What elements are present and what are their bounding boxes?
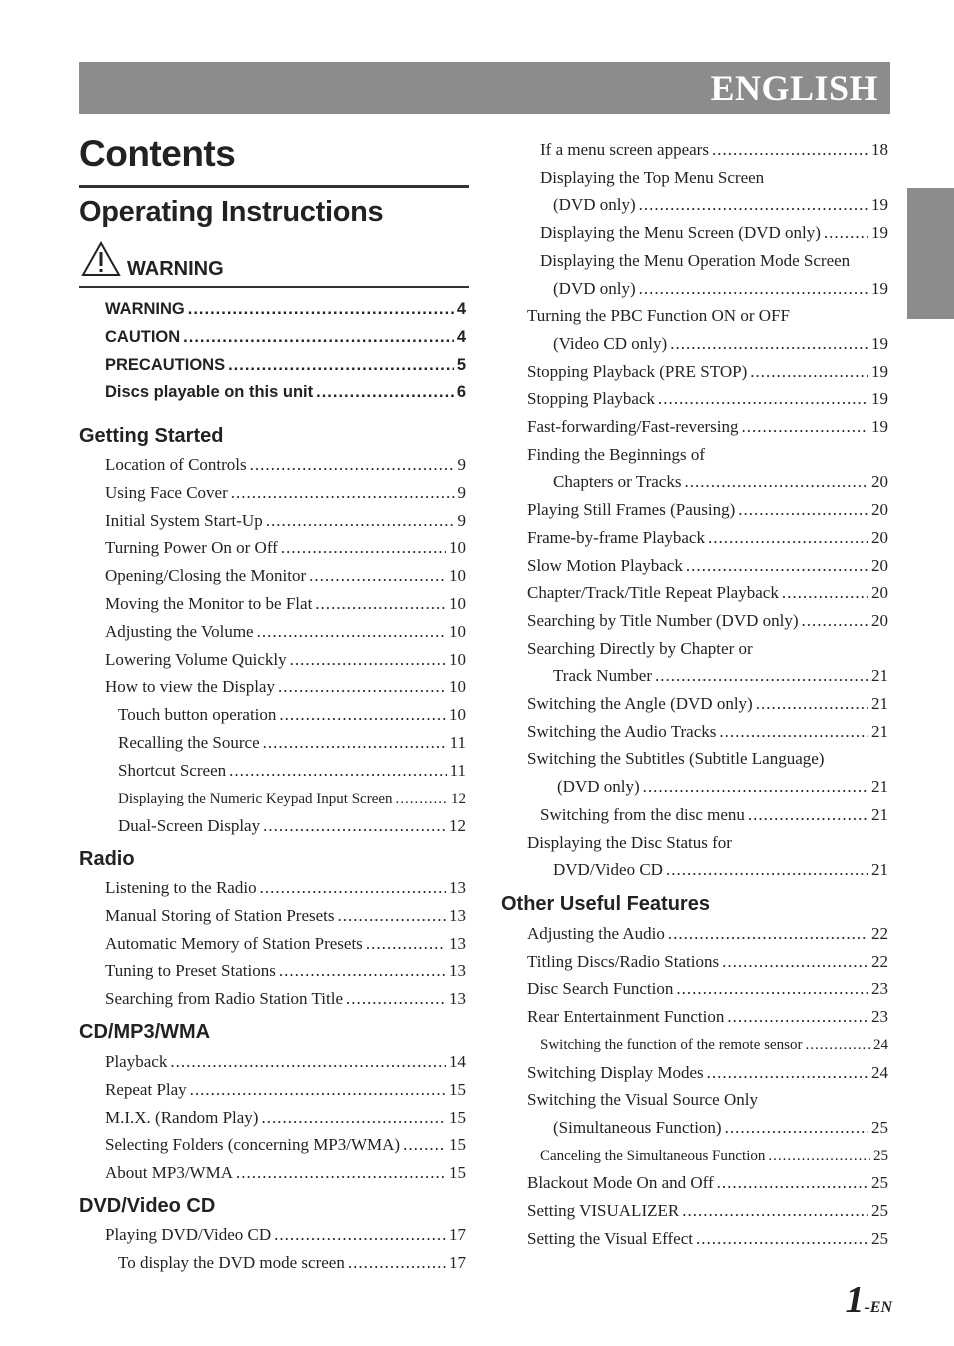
toc-entry[interactable] [527,1006,888,1028]
dot-leader [722,951,868,973]
toc-entry-label: Touch button operation [118,705,277,725]
toc-page-number: 22 [871,951,888,971]
toc-entry[interactable] [105,960,466,982]
dot-leader [228,354,454,376]
toc-entry-label: (DVD only) [553,278,636,298]
dot-leader [279,960,446,982]
dot-leader [290,649,446,671]
dot-leader [403,1134,446,1156]
toc-page-number: 24 [873,1036,888,1053]
toc-entry-label: Searching Directly by Chapter or [527,638,753,658]
page-number-value: 1 [845,1279,865,1321]
toc-entry-label: Frame-by-frame Playback [527,527,705,547]
toc-entry[interactable] [105,988,466,1010]
toc-page-number: 15 [449,1163,466,1183]
dot-leader [670,333,868,355]
dot-leader [742,416,868,438]
toc-entry-label: To display the DVD mode screen [118,1253,345,1272]
toc-page-number: 25 [871,1173,888,1193]
toc-entry[interactable] [105,354,466,376]
toc-entry-label: Turning Power On or Off [105,538,278,558]
toc-entry-label: (DVD only) [557,777,640,797]
toc-page-number: 11 [449,733,466,752]
toc-entry-label: Playing DVD/Video CD [105,1225,272,1244]
toc-entry-label: Displaying the Menu Operation Mode Screen [540,250,851,270]
toc-entry[interactable] [105,877,466,899]
toc-entry-label: Titling Discs/Radio Stations [527,951,720,971]
toc-entry[interactable] [527,388,888,410]
dot-leader [170,1051,446,1073]
toc-entry[interactable] [527,416,888,438]
toc-entry[interactable] [118,760,466,782]
toc-entry[interactable] [105,510,466,532]
toc-page-number: 10 [449,649,466,669]
toc-entry-label: Switching Display Modes [527,1062,704,1082]
dot-leader [802,610,868,632]
language-label: ENGLISH [710,68,878,108]
toc-entry[interactable] [105,537,466,559]
toc-page-number: 11 [449,760,466,780]
section-heading: DVD/Video CD [79,1195,216,1217]
toc-page-number: 20 [871,583,888,603]
toc-page-number: 4 [456,300,466,318]
toc-entry[interactable] [553,1117,888,1139]
toc-entry-label: M.I.X. (Random Play) [105,1107,259,1127]
toc-entry[interactable] [105,621,466,643]
section-heading: Getting Started [79,425,224,447]
dot-leader [315,593,446,615]
toc-page-number: 25 [873,1147,888,1164]
toc-entry-label: Automatic Memory of Station Presets [105,933,363,953]
toc-entry[interactable] [527,499,888,521]
toc-page-number: 10 [449,677,466,697]
dot-leader [257,621,446,643]
toc-page-number: 10 [449,705,466,725]
toc-entry-label: (Video CD only) [553,333,668,353]
toc-entry[interactable] [540,1034,888,1056]
toc-entry-label: Moving the Monitor to be Flat [105,594,313,613]
toc-entry-label: Canceling the Simultaneous Function [540,1147,766,1164]
dot-leader [337,905,446,927]
dot-leader [768,1145,870,1167]
toc-entry[interactable] [105,649,466,671]
toc-entry-label: Playback [105,1052,168,1071]
toc-page-number: 21 [871,666,888,686]
toc-page-number: 15 [449,1135,466,1155]
dot-leader [188,298,454,320]
dot-leader [396,788,448,810]
toc-entry-label: How to view the Display [105,677,275,697]
toc-entry[interactable] [527,693,888,715]
toc-entry[interactable] [553,194,888,216]
toc-entry-label: PRECAUTIONS [105,356,226,374]
toc-page-number: 24 [871,1062,888,1082]
toc-entry-label: Recalling the Source [118,733,260,752]
toc-page-number: 19 [871,223,888,243]
toc-entry[interactable] [527,923,888,945]
toc-entry[interactable] [540,222,888,244]
toc-entry[interactable] [118,788,466,810]
toc-page-number: 13 [449,933,466,953]
dot-leader [183,326,454,348]
toc-page-number: 6 [456,383,466,401]
toc-entry[interactable] [553,471,888,493]
dot-leader [348,1252,446,1274]
dot-leader [229,760,447,782]
toc-entry-label: Location of Controls [105,455,247,474]
toc-entry-label: Repeat Play [105,1079,187,1099]
toc-entry[interactable] [105,593,466,615]
toc-page-number: 13 [449,989,466,1009]
toc-page-number: 12 [451,790,466,807]
dot-leader [263,815,446,837]
toc-page-number: 14 [449,1052,466,1071]
toc-entry[interactable] [557,776,888,798]
toc-entry-label: Manual Storing of Station Presets [105,905,335,925]
toc-page-number: 13 [449,905,466,925]
toc-entry[interactable] [527,555,888,577]
toc-entry-label: Switching the function of the remote sensor [540,1036,803,1053]
toc-entry-label: WARNING [105,300,185,318]
dot-leader [682,1200,868,1222]
toc-entry[interactable] [105,298,466,320]
toc-page-number: 12 [449,816,466,836]
dot-leader [346,988,446,1010]
dot-leader [756,693,868,715]
toc-page-number: 20 [871,527,888,547]
dot-leader [279,704,446,726]
toc-entry-label: DVD/Video CD [553,860,663,880]
toc-page-number: 21 [871,694,888,713]
dot-leader [639,194,868,216]
toc-entry-label: Switching the Subtitles (Subtitle Language) [527,749,825,769]
dot-leader [266,510,455,532]
dot-leader [655,665,868,687]
toc-page-number: 19 [871,361,888,381]
dot-leader [719,721,868,743]
toc-entry-label: Blackout Mode On and Off [527,1173,714,1193]
toc-entry[interactable] [105,565,466,587]
toc-entry[interactable] [527,1172,888,1194]
toc-page-number: 15 [449,1079,466,1099]
toc-entry-label: Displaying the Numeric Keypad Input Screen [118,790,393,807]
dot-leader [707,1062,868,1084]
page-number [845,1280,892,1328]
toc-entry-label: Slow Motion Playback [527,555,683,575]
dot-leader [639,278,868,300]
toc-entry[interactable] [118,815,466,837]
toc-page-number: 18 [871,140,888,159]
toc-entry-label: Tuning to Preset Stations [105,961,276,981]
dot-leader [250,454,455,476]
page-number-suffix: -EN [864,1299,892,1316]
toc-entry[interactable] [527,610,888,632]
dot-leader [190,1079,446,1101]
section-subtitle: Operating Instructions [79,196,384,228]
toc-entry-label: Adjusting the Audio [527,924,665,943]
toc-entry[interactable] [105,1224,466,1246]
toc-entry[interactable] [553,278,888,300]
toc-entry-label: Fast-forwarding/Fast-reversing [527,417,739,436]
toc-page-number: 10 [449,594,466,613]
toc-page-number: 20 [871,555,888,575]
section-heading: Radio [79,848,135,870]
dot-leader [666,859,868,881]
dot-leader [263,732,447,754]
toc-entry-label: Finding the Beginnings of [527,444,706,464]
toc-entry-label: CAUTION [105,328,181,346]
toc-entry[interactable] [527,721,888,743]
toc-page-number: 21 [871,721,888,741]
language-banner [79,62,890,114]
toc-page-number: 19 [871,278,888,298]
dot-leader [717,1172,868,1194]
toc-entry-label: Stopping Playback [527,389,655,409]
dot-leader [738,499,868,521]
toc-entry[interactable] [105,1079,466,1101]
toc-entry-label: Lowering Volume Quickly [105,649,287,669]
warning-divider [79,286,469,288]
toc-entry[interactable] [105,1162,466,1184]
toc-entry-label: Rear Entertainment Function [527,1007,725,1027]
toc-page-number: 4 [456,328,466,346]
toc-entry-label: Disc Search Function [527,979,674,999]
toc-entry-label: About MP3/WMA [105,1163,233,1183]
toc-page-number: 9 [457,510,466,530]
toc-page-number: 13 [449,961,466,981]
dot-leader [805,1034,870,1056]
dot-leader [281,537,446,559]
toc-entry[interactable] [105,1134,466,1156]
toc-entry-label: Track Number [553,666,652,686]
toc-entry[interactable] [105,381,466,403]
toc-entry[interactable] [105,454,466,476]
toc-page-number: 13 [449,878,466,897]
dot-leader [366,933,446,955]
dot-leader [676,978,868,1000]
toc-entry-label: Playing Still Frames (Pausing) [527,500,736,520]
toc-page-number: 20 [871,500,888,520]
toc-entry-label: Searching by Title Number (DVD only) [527,610,799,630]
toc-entry[interactable] [540,139,888,161]
toc-entry-label: If a menu screen appears [540,140,709,159]
toc-entry[interactable] [105,905,466,927]
toc-entry[interactable] [553,665,888,687]
toc-entry-label: Listening to the Radio [105,878,257,897]
toc-entry-label: Discs playable on this unit [105,383,314,401]
dot-leader [686,555,868,577]
dot-leader [684,471,868,493]
toc-entry[interactable] [553,859,888,881]
toc-entry[interactable] [527,951,888,973]
toc-page-number: 20 [871,472,888,492]
dot-leader [260,877,446,899]
toc-entry-label: (DVD only) [553,195,636,215]
toc-entry[interactable] [527,361,888,383]
toc-page-number: 10 [449,538,466,558]
toc-entry-label: Switching from the disc menu [540,804,745,824]
toc-entry[interactable] [527,1062,888,1084]
dot-leader [309,565,446,587]
toc-entry-label: Shortcut Screen [118,760,227,780]
dot-leader [261,1107,446,1129]
toc-entry[interactable] [527,582,888,604]
toc-entry-label: Searching from Radio Station Title [105,989,343,1009]
dot-leader [727,1006,868,1028]
dot-leader [278,676,446,698]
toc-page-number: 19 [871,417,888,436]
toc-page-number: 21 [871,860,888,880]
toc-entry-label: Opening/Closing the Monitor [105,566,307,586]
toc-entry-label: Selecting Folders (concerning MP3/WMA) [105,1135,401,1155]
toc-page-number: 9 [457,455,466,474]
toc-entry[interactable] [105,482,466,504]
dot-leader [668,923,868,945]
dot-leader [316,381,454,403]
toc-page-number: 10 [449,621,466,641]
toc-entry[interactable] [105,933,466,955]
toc-entry-label: Switching the Audio Tracks [527,721,717,741]
dot-leader [696,1228,868,1250]
warning-triangle-icon [81,241,121,277]
toc-entry-label: Initial System Start-Up [105,510,263,530]
toc-entry-label: Switching the Visual Source Only [527,1090,758,1110]
section-heading: CD/MP3/WMA [79,1021,211,1043]
toc-page-number: 21 [871,777,888,797]
toc-entry[interactable] [105,1107,466,1129]
side-tab-marker [907,188,954,319]
warning-heading: WARNING [127,258,224,280]
toc-entry[interactable] [105,326,466,348]
toc-entry-label: Stopping Playback (PRE STOP) [527,361,748,381]
page-title: Contents [79,133,236,174]
toc-entry[interactable] [540,1145,888,1167]
dot-leader [658,388,868,410]
toc-page-number: 20 [871,610,888,630]
toc-page-number: 5 [456,356,466,374]
dot-leader [236,1162,446,1184]
toc-entry-label: (Simultaneous Function) [553,1117,722,1137]
toc-page-number: 25 [871,1201,888,1220]
toc-entry-label: Turning the PBC Function ON or OFF [527,306,790,326]
toc-entry[interactable] [118,1252,466,1274]
toc-entry-label: Chapters or Tracks [553,472,682,492]
toc-page-number: 25 [871,1117,888,1137]
toc-entry-label: Switching the Angle (DVD only) [527,694,753,713]
toc-entry-label: Dual-Screen Display [118,816,261,836]
toc-entry-label: Setting the Visual Effect [527,1228,693,1248]
toc-entry[interactable] [527,1228,888,1250]
dot-leader [231,482,455,504]
toc-entry[interactable] [527,1200,888,1222]
toc-entry-label: Chapter/Track/Title Repeat Playback [527,583,779,603]
toc-entry-label: Displaying the Menu Screen (DVD only) [540,223,821,243]
toc-entry[interactable] [105,1051,466,1073]
toc-entry-label: Displaying the Top Menu Screen [540,167,765,187]
toc-entry-label: Using Face Cover [105,482,228,502]
dot-leader [708,527,868,549]
dot-leader [782,582,868,604]
toc-page-number: 23 [871,979,888,999]
toc-entry[interactable] [118,732,466,754]
toc-entry[interactable] [527,527,888,549]
toc-page-number: 9 [457,482,466,502]
dot-leader [750,361,868,383]
toc-page-number: 25 [871,1228,888,1248]
toc-entry-label: Adjusting the Volume [105,621,254,641]
toc-page-number: 19 [871,389,888,409]
toc-page-number: 15 [449,1107,466,1127]
toc-page-number: 22 [871,924,888,943]
toc-page-number: 19 [871,333,888,353]
toc-entry[interactable] [118,704,466,726]
title-divider [79,185,469,188]
dot-leader [748,804,868,826]
toc-page-number: 23 [871,1007,888,1027]
toc-entry-label: Setting VISUALIZER [527,1201,680,1220]
toc-entry[interactable] [553,333,888,355]
toc-entry-label: Displaying the Disc Status for [527,832,732,852]
toc-entry[interactable] [527,978,888,1000]
toc-page-number: 21 [871,804,888,824]
dot-leader [274,1224,446,1246]
toc-page-number: 17 [449,1253,466,1272]
dot-leader [824,222,868,244]
dot-leader [725,1117,868,1139]
toc-page-number: 10 [449,566,466,586]
toc-page-number: 19 [871,195,888,215]
toc-page-number: 17 [449,1225,466,1244]
dot-leader [712,139,868,161]
dot-leader [643,776,868,798]
section-heading: Other Useful Features [501,893,710,915]
toc-entry[interactable] [540,804,888,826]
toc-entry[interactable] [105,676,466,698]
